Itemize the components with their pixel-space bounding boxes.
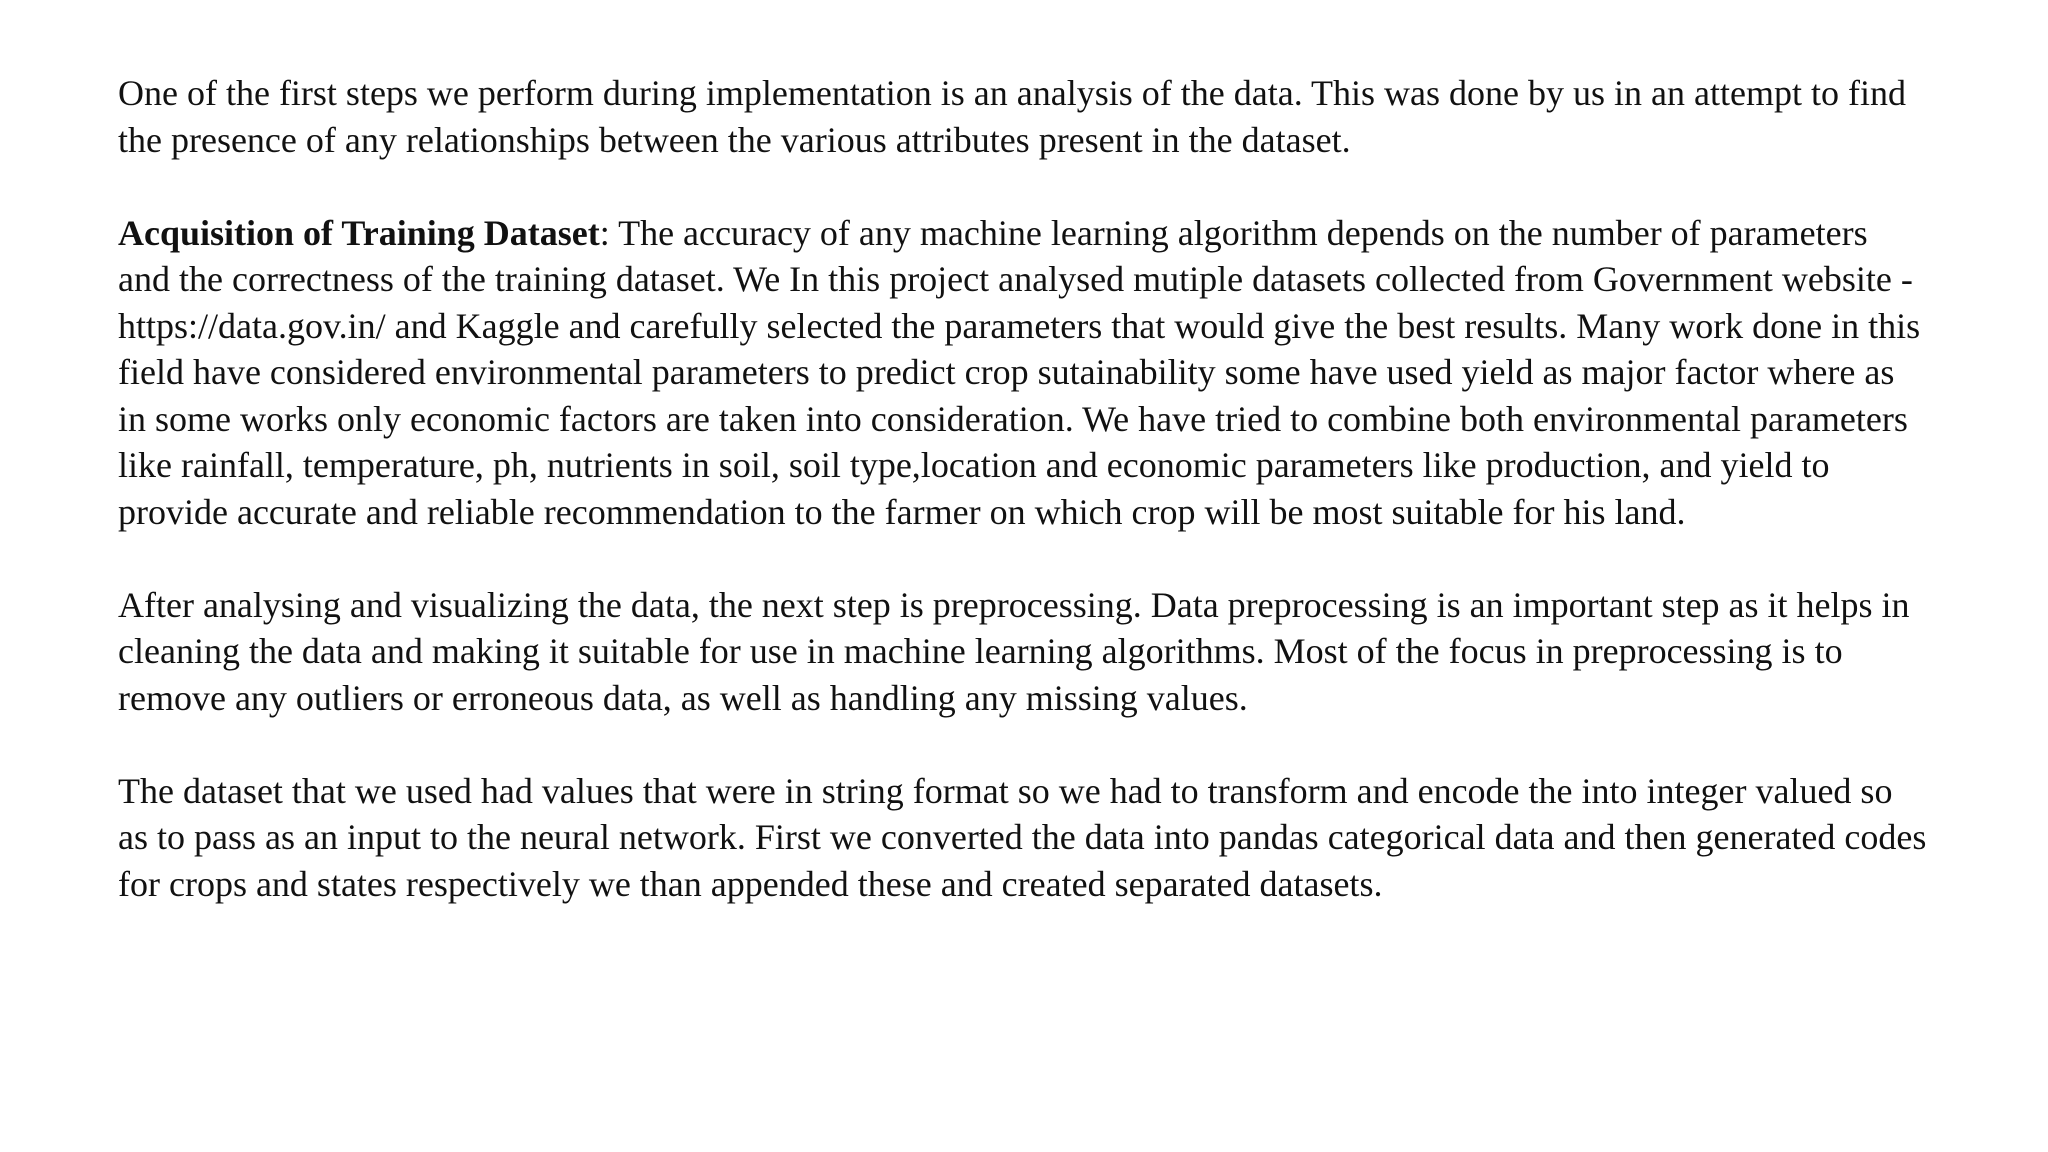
paragraph-analysis-intro <box>118 70 1928 163</box>
paragraph-text: The accuracy of any machine learning algorithm depends on the number of parameters and the correctness of the training dataset. We In this project analysed mutiple datasets collected from Government website -https://data.gov.in/ and Kaggle and carefully selected the parameters that would give the best results. Many work done in this field have considered environmental parameters to predict crop sutainability some have used yield as major factor where as in some works only economic factors are taken into consideration. We have tried to combine both environmental parameters like rainfall, temperature, ph, nutrients in soil, soil type,location and economic parameters like production, and yield to provide accurate and reliable recommendation to the farmer on which crop will be most suitable for his land. <box>118 212 1921 532</box>
paragraph-text: The dataset that we used had values that were in string format so we had to transform and encode the into integer valued so as to pass as an input to the neural network. First we converted the data into pandas categorical data and then generated codes for crops and states respectively we than appended these and created separated datasets. <box>118 770 1927 904</box>
paragraph-text: After analysing and visualizing the data, the next step is preprocessing. Data preprocessing is an important step as it helps in cleaning the data and making it suitable for use in machine learning algorithms. Most of the focus in preprocessing is to remove any outliers or erroneous data, as well as handling any missing values. <box>118 584 1910 718</box>
paragraph-training-dataset <box>118 210 1928 536</box>
paragraph-preprocessing <box>118 582 1928 722</box>
heading-colon: : <box>599 212 610 253</box>
paragraph-encoding <box>118 768 1928 908</box>
document-body <box>118 70 1928 907</box>
paragraph-heading: Acquisition of Training Dataset <box>118 212 600 253</box>
paragraph-text: One of the first steps we perform during implementation is an analysis of the data. This was done by us in an attempt to find the presence of any relationships between the various attributes present in the dataset. <box>118 73 1906 160</box>
